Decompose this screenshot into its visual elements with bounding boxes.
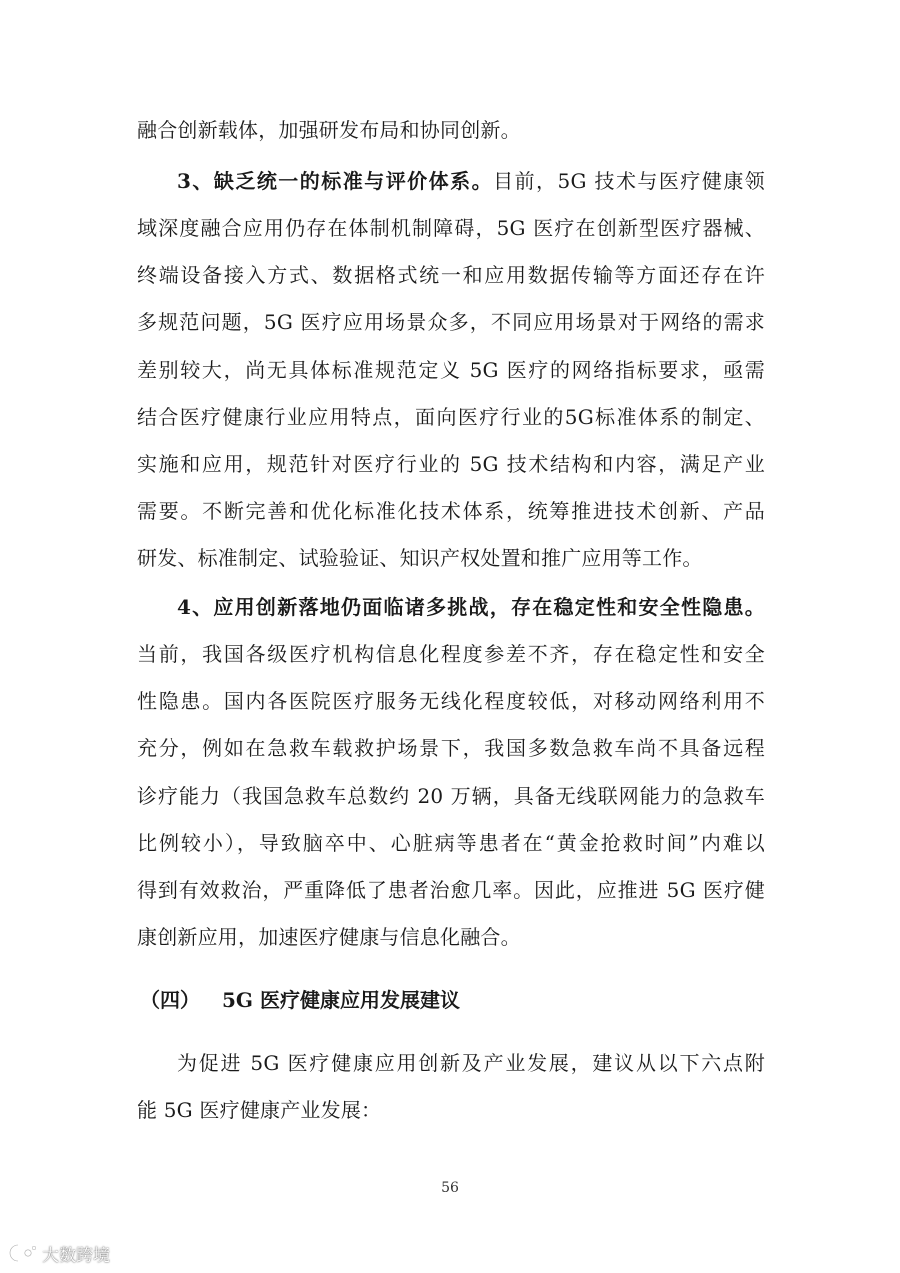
paragraph-line-16: 比例较小），导致脑卒中、心脏病等患者在“黄金抢救时间”内难以 <box>137 831 765 855</box>
paragraph-line-7: 结合医疗健康行业应用特点，面向医疗行业的5G标准体系的制定、 <box>137 405 765 429</box>
paragraph-line-13: 性隐患。国内各医院医疗服务无线化程度较低，对移动网络利用不 <box>137 689 765 713</box>
paragraph-line-6: 差别较大，尚无具体标准规范定义 5G 医疗的网络指标要求，亟需 <box>137 358 765 382</box>
section-heading-number: （四） <box>140 988 200 1012</box>
section-heading <box>140 980 460 1020</box>
paragraph-line-15: 诊疗能力（我国急救车总数约 20 万辆，具备无线联网能力的急救车 <box>137 784 765 808</box>
page-number: 56 <box>441 1180 459 1196</box>
numbered-point-4-title: 4、应用创新落地仍面临诸多挑战，存在稳定性和安全性隐患。 <box>177 595 765 619</box>
paragraph-line-14: 充分，例如在急救车载救护场景下，我国多数急救车尚不具备远程 <box>137 736 765 760</box>
paragraph-line-17: 得到有效救治，严重降低了患者治愈几率。因此，应推进 5G 医疗健 <box>137 878 765 902</box>
numbered-point-3-title: 3、缺乏统一的标准与评价体系。 <box>177 169 494 193</box>
paragraph-line-10: 研发、标准制定、试验验证、知识产权处置和推广应用等工作。 <box>137 546 703 570</box>
paragraph-line-20: 为促进 5G 医疗健康应用创新及产业发展，建议从以下六点附 <box>177 1051 765 1075</box>
watermark <box>8 1240 110 1266</box>
paragraph-line-1: 融合创新载体，加强研发布局和协同创新。 <box>137 118 521 142</box>
paragraph-line-21: 能 5G 医疗健康产业发展： <box>137 1098 382 1122</box>
circle-logo-icon <box>8 1242 38 1264</box>
paragraph-line-12: 当前，我国各级医疗机构信息化程度参差不齐，存在稳定性和安全 <box>137 642 765 666</box>
section-heading-title: 5G 医疗健康应用发展建议 <box>222 988 460 1012</box>
paragraph-line-2: 3、缺乏统一的标准与评价体系。目前，5G 技术与医疗健康领 <box>177 169 765 193</box>
paragraph-line-18: 康创新应用，加速医疗健康与信息化融合。 <box>137 925 521 949</box>
paragraph-line-4: 终端设备接入方式、数据格式统一和应用数据传输等方面还存在许 <box>137 263 765 287</box>
paragraph-line-3: 域深度融合应用仍存在体制机制障碍，5G 医疗在创新型医疗器械、 <box>137 216 765 240</box>
paragraph-line-9: 需要。不断完善和优化标准化技术体系，统筹推进技术创新、产品 <box>137 499 765 523</box>
watermark-text: 大数跨境 <box>42 1245 110 1266</box>
paragraph-line-8: 实施和应用，规范针对医疗行业的 5G 技术结构和内容，满足产业 <box>137 452 765 476</box>
paragraph-line-5: 多规范问题，5G 医疗应用场景众多，不同应用场景对于网络的需求 <box>137 310 765 334</box>
